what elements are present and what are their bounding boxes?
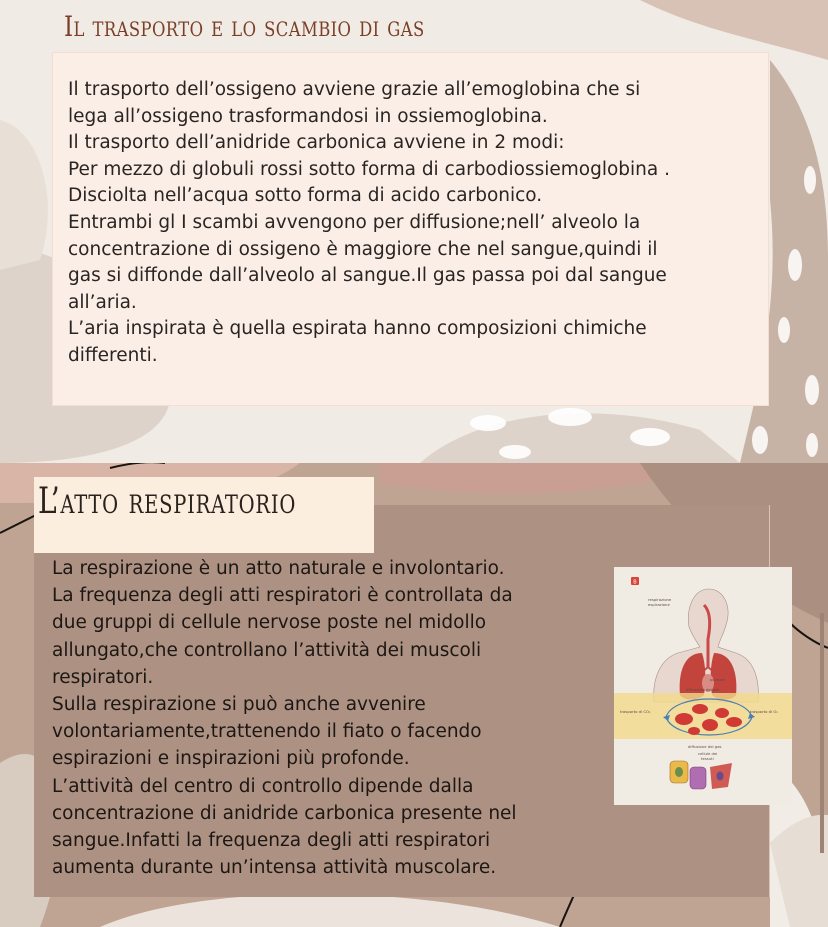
slide2-line: respiratori.	[52, 666, 154, 688]
caption-polmoni: polmoni	[710, 677, 726, 682]
slide2-title: L’atto respiratorio	[38, 481, 297, 522]
caption-cellule: cellule dei	[698, 751, 718, 756]
slide2-line: aumenta durante un’intensa attività muscolare.	[52, 857, 497, 879]
slide1-text-card	[52, 52, 769, 406]
slide1-line: Il trasporto dell’ossigeno avviene grazie all’emoglobina che si	[68, 79, 641, 100]
slide2-line: allungato,che controllano l’attività dei muscoli	[52, 639, 482, 661]
caption-diffusione-bottom: diffusione dei gas	[688, 744, 722, 749]
respiratory-diagram	[614, 567, 792, 805]
slide1-line: lega all’ossigeno trasformandosi in ossiemoglobina.	[68, 105, 548, 127]
caption-trasporto-o2: trasporto di O₂	[750, 709, 778, 714]
caption-trasporto-co2: trasporto di CO₂	[620, 709, 651, 714]
caption-espirazione: espirazione	[648, 602, 670, 607]
caption-respirazione: respirazione	[648, 597, 672, 602]
slide1-line: Entrambi gl I scambi avvengono per diffusione;nell’ alveolo la	[68, 211, 641, 233]
slide1-line: all’aria.	[68, 291, 137, 313]
slide1-line: differenti.	[68, 344, 158, 366]
slide2-line: espirazioni e inspirazioni più profonde.	[52, 748, 410, 770]
slide1-line: Il trasporto dell’anidride carbonica avviene in 2 modi:	[68, 132, 565, 154]
slide2-line: volontariamente,trattenendo il fiato o facendo	[52, 721, 482, 743]
figure-badge: B	[633, 579, 637, 586]
slide2-line: Sulla respirazione si può anche avvenire	[52, 694, 426, 716]
respiratory-diagram-svg	[614, 567, 792, 805]
slide-breathing	[0, 463, 828, 927]
slide-gas-exchange	[0, 0, 828, 463]
slide1-title: Il trasporto e lo scambio di gas	[64, 10, 425, 43]
slide1-line: Per mezzo di globuli rossi sotto forma di carbodiossiemoglobina .	[68, 158, 670, 180]
slide1-line: Disciolta nell’acqua sotto forma di acido carbonico.	[68, 185, 543, 207]
caption-diffusione-top: diffusione dei gas	[686, 687, 720, 692]
slide1-line: concentrazione di ossigeno è maggiore che nel sangue,quindi il	[68, 238, 658, 260]
slide1-line: L’aria inspirata è quella espirata hanno composizioni chimiche	[68, 318, 647, 340]
slide2-line: L’attività del centro di controllo dipende dalla	[52, 775, 474, 797]
transport-band	[614, 693, 792, 739]
slide2-line: La frequenza degli atti respiratori è controllata da	[52, 585, 513, 607]
slide1-line: gas si diffonde dall’alveolo al sangue.Il gas passa poi dal sangue	[68, 265, 667, 287]
slide2-line: La respirazione è un atto naturale e involontario.	[52, 558, 505, 579]
slide2-line: due gruppi di cellule nervose poste nel midollo	[52, 612, 487, 634]
slide2-line: sangue.Infatti la frequenza degli atti respiratori	[52, 830, 491, 852]
slide2-line: concentrazione di anidride carbonica presente nel	[52, 802, 517, 824]
caption-tessuti: tessuti	[701, 756, 714, 761]
